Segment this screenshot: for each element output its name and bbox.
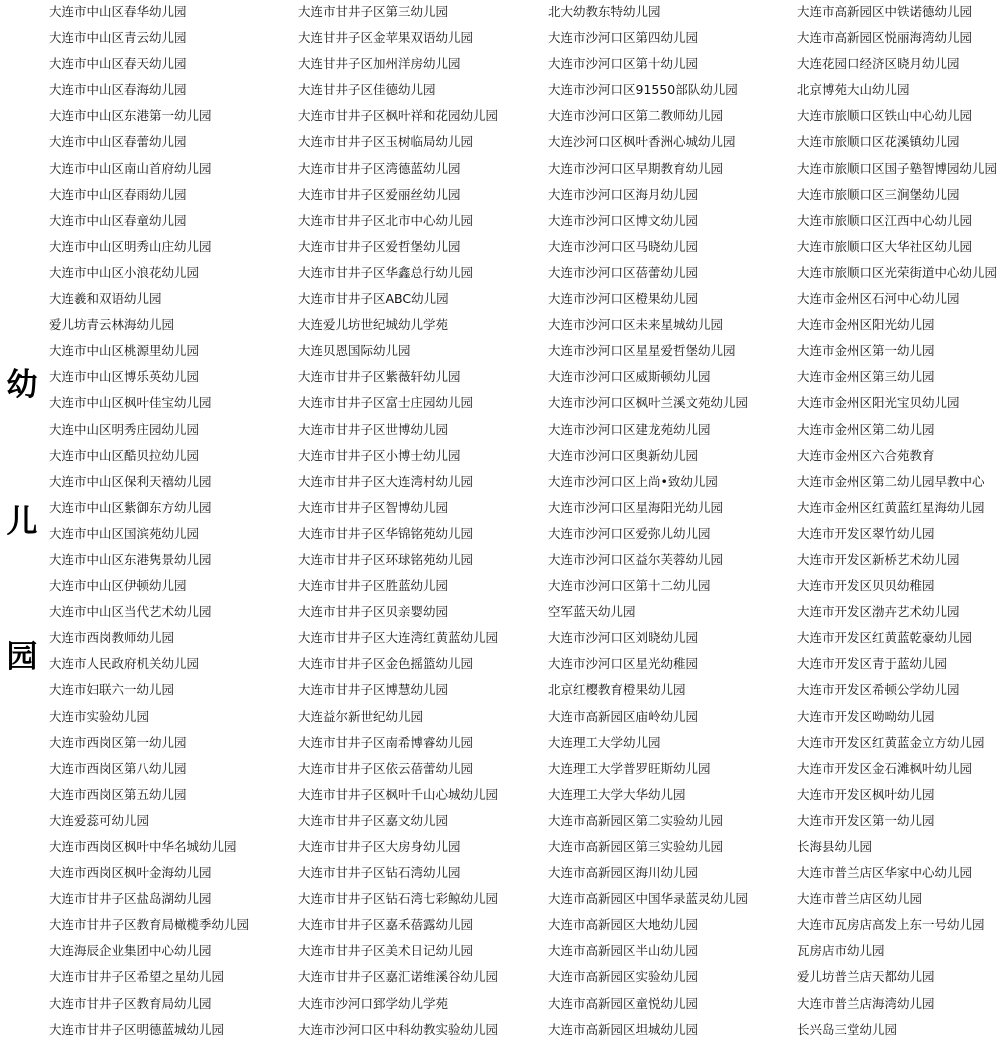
list-item: 大连市开发区翠竹幼儿园 [797, 525, 935, 541]
list-item: 大连市高新园区中国华录蓝灵幼儿园 [548, 891, 749, 907]
list-item: 大连市中山区春海幼儿园 [49, 82, 187, 98]
list-item: 大连市旅顺口区花溪镇幼儿园 [797, 134, 960, 150]
list-item: 大连市中山区东港第一幼儿园 [49, 108, 212, 124]
list-item: 大连市沙河口区博文幼儿园 [548, 212, 699, 228]
list-item: 大连市开发区第一幼儿园 [797, 812, 935, 828]
list-item: 大连市沙河口区蓓蕾幼儿园 [548, 264, 699, 280]
kindergarten-column-1 [49, 0, 249, 1044]
list-item: 大连市高新园区悦丽海湾幼儿园 [797, 30, 973, 46]
list-item: 大连市西岗区第一幼儿园 [49, 734, 187, 750]
list-item: 大连市甘井子区希望之星幼儿园 [49, 969, 225, 985]
list-item: 大连市甘井子区玉树临局幼儿园 [298, 134, 474, 150]
list-item: 大连市甘井子区钻石湾七彩鲸幼儿园 [298, 891, 499, 907]
list-item: 大连市高新园区半山幼儿园 [548, 943, 699, 959]
list-item: 大连市沙河口区海月幼儿园 [548, 186, 699, 202]
list-item: 大连市开发区渤卉艺术幼儿园 [797, 604, 960, 620]
list-item: 大连市中山区明秀山庄幼儿园 [49, 238, 212, 254]
list-item: 大连市金州区阳光宝贝幼儿园 [797, 395, 960, 411]
title-char-1: 幼 [6, 367, 38, 403]
list-item: 大连市甘井子区嘉汇诺维溪谷幼儿园 [298, 969, 499, 985]
list-item: 大连市中山区伊顿幼儿园 [49, 578, 187, 594]
list-item: 爱儿坊青云林海幼儿园 [49, 317, 175, 333]
list-item: 大连市甘井子区金色摇篮幼儿园 [298, 656, 474, 672]
list-item: 大连花园口经济区晓月幼儿园 [797, 56, 960, 72]
list-item: 大连市甘井子区华鑫总行幼儿园 [298, 264, 474, 280]
list-item: 大连市甘井子区大连湾村幼儿园 [298, 473, 474, 489]
list-item: 大连市高新园区中铁诺德幼儿园 [797, 4, 973, 19]
list-item: 大连市高新园区海川幼儿园 [548, 865, 699, 881]
list-item: 大连市甘井子区大房身幼儿园 [298, 839, 461, 854]
list-item: 大连市甘井子区明德蓝城幼儿园 [49, 1021, 225, 1037]
list-item: 大连市开发区希顿公学幼儿园 [797, 682, 960, 698]
list-item: 大连市高新园区第三实验幼儿园 [548, 839, 724, 854]
list-item: 大连市高新园区坦城幼儿园 [548, 1021, 699, 1037]
list-item: 大连市沙河口区益尔芙蓉幼儿园 [548, 551, 724, 567]
list-item: 大连市中山区当代艺术幼儿园 [49, 604, 212, 620]
list-item: 大连市金州区第三幼儿园 [797, 369, 935, 385]
list-item: 大连市甘井子区枫叶千山心城幼儿园 [298, 786, 499, 802]
list-item: 大连爱儿坊世纪城幼儿学苑 [298, 317, 449, 333]
list-item: 大连市沙河口区未来星城幼儿园 [548, 317, 724, 333]
list-item: 大连市开发区青于蓝幼儿园 [797, 656, 948, 672]
list-item: 大连市西岗区枫叶中华名城幼儿园 [49, 839, 237, 854]
list-item: 大连市沙河口区枫叶兰溪文苑幼儿园 [548, 395, 749, 411]
list-item: 大连市旅顺口区大华社区幼儿园 [797, 238, 973, 254]
list-item: 大连益尔新世纪幼儿园 [298, 708, 424, 724]
list-item: 大连市旅顺口区国子塾智博园幼儿园 [797, 160, 998, 176]
list-item: 大连市高新园区童悦幼儿园 [548, 995, 699, 1011]
list-item: 大连市甘井子区钻石湾幼儿园 [298, 865, 461, 881]
list-item: 大连市沙河口区第四幼儿园 [548, 30, 699, 46]
list-item: 大连市甘井子区富士庄园幼儿园 [298, 395, 474, 411]
list-item: 大连市旅顺口区光荣街道中心幼儿园 [797, 264, 998, 280]
list-item: 大连市中山区博乐英幼儿园 [49, 369, 200, 385]
list-item: 北大幼教东特幼儿园 [548, 4, 661, 19]
list-item: 大连市旅顺口区江西中心幼儿园 [797, 212, 973, 228]
list-item: 大连羲和双语幼儿园 [49, 291, 162, 307]
list-item: 大连市甘井子区智博幼儿园 [298, 499, 449, 515]
list-item: 大连理工大学幼儿园 [548, 734, 661, 750]
list-item: 大连理工大学普罗旺斯幼儿园 [548, 760, 711, 776]
list-item: 大连市中山区小浪花幼儿园 [49, 264, 200, 280]
list-item: 大连沙河口区枫叶香洲心城幼儿园 [548, 134, 736, 150]
list-item: 大连市沙河口区马晓幼儿园 [548, 238, 699, 254]
list-item: 大连市沙河口区奥新幼儿园 [548, 447, 699, 463]
list-item: 长兴岛三堂幼儿园 [797, 1021, 898, 1037]
list-item: 大连市中山区枫叶佳宝幼儿园 [49, 395, 212, 411]
list-item: 大连市中山区酷贝拉幼儿园 [49, 447, 200, 463]
list-item: 大连市沙河口区第二教师幼儿园 [548, 108, 724, 124]
list-item: 大连市西岗区第八幼儿园 [49, 760, 187, 776]
list-item: 大连市甘井子区盐岛湖幼儿园 [49, 891, 212, 907]
list-item: 大连市中山区紫御东方幼儿园 [49, 499, 212, 515]
list-item: 大连市甘井子区环球铭苑幼儿园 [298, 551, 474, 567]
list-item: 大连市开发区呦呦幼儿园 [797, 708, 935, 724]
list-item: 大连市中山区桃源里幼儿园 [49, 343, 200, 359]
list-item: 大连市金州区阳光幼儿园 [797, 317, 935, 333]
list-item: 大连市开发区红黄蓝金立方幼儿园 [797, 734, 985, 750]
list-item: 大连甘井子区佳德幼儿园 [298, 82, 436, 98]
list-item: 大连市甘井子区湾德蓝幼儿园 [298, 160, 461, 176]
list-item: 大连市实验幼儿园 [49, 708, 150, 724]
side-title [0, 0, 44, 1040]
list-item: 大连市沙河口区91550部队幼儿园 [548, 82, 738, 98]
list-item: 爱儿坊普兰店天都幼儿园 [797, 969, 935, 985]
list-item: 大连市西岗区枫叶金海幼儿园 [49, 865, 212, 881]
list-item: 大连市甘井子区华锦铭苑幼儿园 [298, 525, 474, 541]
list-item: 大连市金州区石河中心幼儿园 [797, 291, 960, 307]
list-item: 大连市沙河口区星光幼稚园 [548, 656, 699, 672]
list-item: 大连海辰企业集团中心幼儿园 [49, 943, 212, 959]
list-item: 大连市普兰店区幼儿园 [797, 891, 923, 907]
list-item: 大连甘井子区加州洋房幼儿园 [298, 56, 461, 72]
list-item: 大连市沙河口区上尚•致幼儿园 [548, 473, 718, 489]
list-item: 大连市金州区第二幼儿园 [797, 421, 935, 437]
list-item: 大连市甘井子区爱丽丝幼儿园 [298, 186, 461, 202]
list-item: 大连市甘井子区紫薇轩幼儿园 [298, 369, 461, 385]
list-item: 大连市甘井子区ABC幼儿园 [298, 291, 449, 307]
list-item: 大连市沙河口区早期教育幼儿园 [548, 160, 724, 176]
list-item: 大连市中山区春华幼儿园 [49, 4, 187, 19]
list-item: 大连市甘井子区爱哲堡幼儿园 [298, 238, 461, 254]
list-item: 大连市旅顺口区铁山中心幼儿园 [797, 108, 973, 124]
list-item: 大连市甘井子区贝亲婴幼园 [298, 604, 449, 620]
list-item: 大连市沙河口区中科幼教实验幼儿园 [298, 1021, 499, 1037]
list-item: 大连市西岗区第五幼儿园 [49, 786, 187, 802]
list-item: 大连市甘井子区胜蓝幼儿园 [298, 578, 449, 594]
list-item: 大连市高新园区实验幼儿园 [548, 969, 699, 985]
list-item: 大连市沙河口区橙果幼儿园 [548, 291, 699, 307]
list-item: 大连市金州区第二幼儿园早教中心 [797, 473, 985, 489]
list-item: 大连爱蕊可幼儿园 [49, 812, 150, 828]
list-item: 大连理工大学大华幼儿园 [548, 786, 686, 802]
list-item: 大连市甘井子区教育局幼儿园 [49, 995, 212, 1011]
list-item: 大连市甘井子区枫叶祥和花园幼儿园 [298, 108, 499, 124]
list-item: 大连市高新园区庙岭幼儿园 [548, 708, 699, 724]
list-item: 大连市中山区保利天禧幼儿园 [49, 473, 212, 489]
list-item: 大连市妇联六一幼儿园 [49, 682, 175, 698]
list-item: 大连贝恩国际幼儿园 [298, 343, 411, 359]
list-item: 大连市旅顺口区三涧堡幼儿园 [797, 186, 960, 202]
list-item: 大连市沙河口区星星爱哲堡幼儿园 [548, 343, 736, 359]
list-item: 大连市金州区第一幼儿园 [797, 343, 935, 359]
list-item: 大连市甘井子区依云蓓蕾幼儿园 [298, 760, 474, 776]
title-char-3: 园 [6, 639, 38, 675]
list-item: 北京红樱教育橙果幼儿园 [548, 682, 686, 698]
list-item: 大连市开发区金石滩枫叶幼儿园 [797, 760, 973, 776]
list-item: 大连市沙河口区星海阳光幼儿园 [548, 499, 724, 515]
list-item: 大连市甘井子区博慧幼儿园 [298, 682, 449, 698]
kindergarten-column-3 [548, 0, 748, 1044]
list-item: 大连市高新园区大地幼儿园 [548, 917, 699, 933]
list-item: 大连市甘井子区教育局橄榄季幼儿园 [49, 917, 250, 933]
kindergarten-column-4 [797, 0, 997, 1044]
list-item: 大连市中山区南山首府幼儿园 [49, 160, 212, 176]
list-item: 大连甘井子区金苹果双语幼儿园 [298, 30, 474, 46]
list-item: 大连市中山区春蕾幼儿园 [49, 134, 187, 150]
list-item: 大连市沙河口区威斯顿幼儿园 [548, 369, 711, 385]
list-item: 大连市沙河口郅学幼儿学苑 [298, 995, 449, 1011]
list-item: 大连中山区明秀庄园幼儿园 [49, 421, 200, 437]
title-char-2: 儿 [6, 504, 38, 540]
list-item: 大连市中山区春童幼儿园 [49, 212, 187, 228]
list-item: 空军蓝天幼儿园 [548, 604, 636, 620]
list-item: 大连市甘井子区世博幼儿园 [298, 421, 449, 437]
list-item: 大连市沙河口区刘晓幼儿园 [548, 630, 699, 646]
list-item: 大连市沙河口区建龙苑幼儿园 [548, 421, 711, 437]
list-item: 大连市甘井子区美术日记幼儿园 [298, 943, 474, 959]
list-item: 大连市甘井子区大连湾红黄蓝幼儿园 [298, 630, 499, 646]
kindergarten-column-2 [298, 0, 498, 1044]
list-item: 大连市金州区六合苑教育 [797, 447, 935, 463]
list-item: 大连市高新园区第二实验幼儿园 [548, 812, 724, 828]
list-item: 大连市金州区红黄蓝红星海幼儿园 [797, 499, 985, 515]
list-item: 大连市中山区春雨幼儿园 [49, 186, 187, 202]
list-item: 大连市瓦房店高发上东一号幼儿园 [797, 917, 985, 933]
list-item: 大连市西岗教师幼儿园 [49, 630, 175, 646]
list-item: 大连市普兰店区华家中心幼儿园 [797, 865, 973, 881]
list-item: 长海县幼儿园 [797, 839, 873, 854]
list-item: 大连市沙河口区第十幼儿园 [548, 56, 699, 72]
list-item: 大连市人民政府机关幼儿园 [49, 656, 200, 672]
list-item: 大连市沙河口区爱弥儿幼儿园 [548, 525, 711, 541]
list-item: 大连市甘井子区南希博睿幼儿园 [298, 734, 474, 750]
list-item: 大连市开发区枫叶幼儿园 [797, 786, 935, 802]
list-item: 大连市中山区东港隽景幼儿园 [49, 551, 212, 567]
list-item: 大连市甘井子区小博士幼儿园 [298, 447, 461, 463]
list-item: 大连市中山区青云幼儿园 [49, 30, 187, 46]
list-item: 大连市甘井子区嘉禾蓓露幼儿园 [298, 917, 474, 933]
list-item: 大连市甘井子区嘉文幼儿园 [298, 812, 449, 828]
list-item: 北京博苑大山幼儿园 [797, 82, 910, 98]
list-item: 大连市甘井子区第三幼儿园 [298, 4, 449, 19]
list-item: 瓦房店市幼儿园 [797, 943, 885, 959]
list-item: 大连市甘井子区北市中心幼儿园 [298, 212, 474, 228]
list-item: 大连市开发区贝贝幼稚园 [797, 578, 935, 594]
list-item: 大连市中山区春天幼儿园 [49, 56, 187, 72]
list-item: 大连市开发区红黄蓝乾豪幼儿园 [797, 630, 973, 646]
list-item: 大连市开发区新桥艺术幼儿园 [797, 551, 960, 567]
list-item: 大连市普兰店海湾幼儿园 [797, 995, 935, 1011]
list-item: 大连市沙河口区第十二幼儿园 [548, 578, 711, 594]
list-item: 大连市中山区国滨苑幼儿园 [49, 525, 200, 541]
